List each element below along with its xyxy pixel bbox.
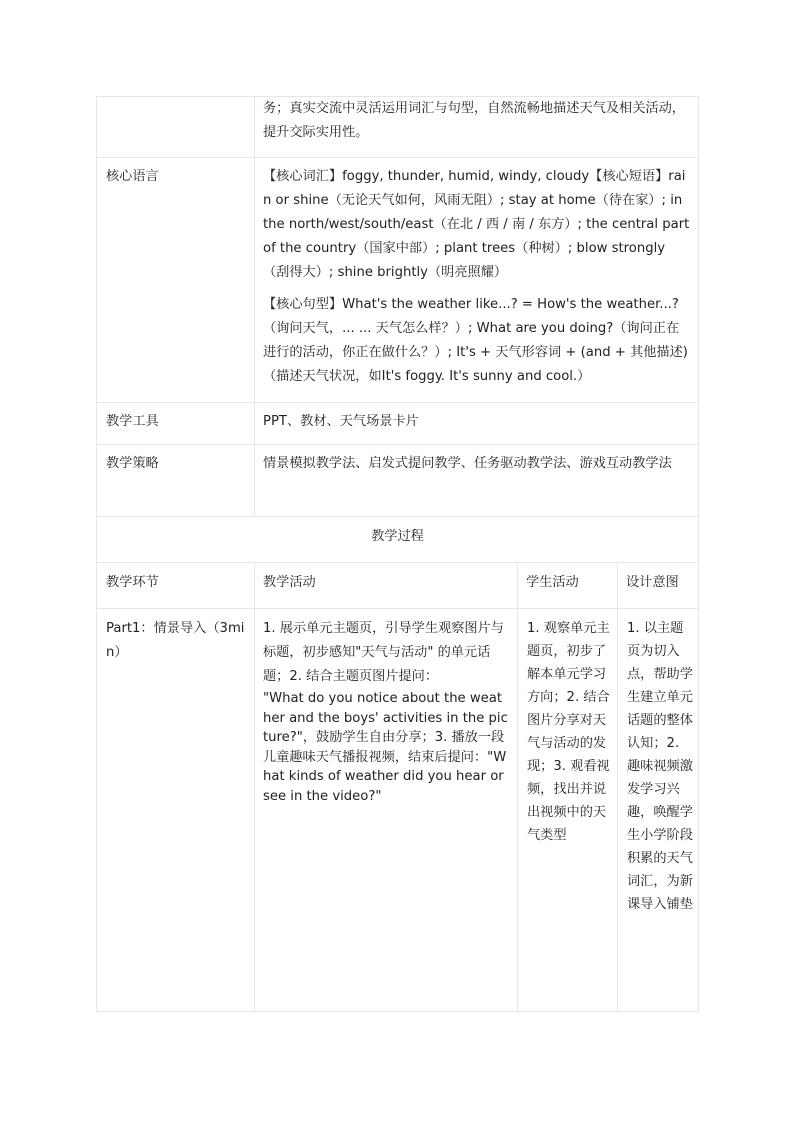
design-intent-cell: 1. 以主题页为切入点，帮助学生建立单元话题的整体认知；2. 趣味视频激发学习兴趣，唤醒学生小学阶段积累的天气词汇，为新课导入铺垫 (618, 609, 699, 1012)
teaching-tools-label: 教学工具 (97, 403, 255, 445)
process-title: 教学过程 (97, 517, 699, 563)
core-vocab-phrases-text: 【核心词汇】foggy, thunder, humid, windy, cloudy【核心短语】rain or shine（无论天气如何，风雨无阻）; stay at home（待在家）; in the north/west/south/east（在北 / 西 / 南 / 东方）; the central part of the country（国家中部）; plant trees（种树）; blow strongly（刮得大）; shine brightly（明亮照耀） (263, 169, 690, 280)
header-student: 学生活动 (518, 563, 618, 609)
process-header-row (97, 563, 699, 609)
student-activity-cell: 1. 观察单元主题页，初步了解本单元学习方向；2. 结合图片分享对天气与活动的发现；3. 观看视频，找出并说出视频中的天气类型 (518, 609, 618, 1012)
empty-label-cell (97, 97, 255, 158)
core-language-row (97, 158, 699, 403)
header-stage: 教学环节 (97, 563, 255, 609)
header-activity: 教学活动 (255, 563, 518, 609)
process-title-row (97, 517, 699, 563)
teaching-strategies-label: 教学策略 (97, 445, 255, 517)
activity-text-b: "What do you notice about the weather and the boys' activities in the picture?"，鼓励学生自由分享；3. 播放一段儿童趣味天气播报视频，结束后提问："What kinds of weather did you hear or see in the video?" (263, 691, 508, 804)
core-language-label: 核心语言 (97, 158, 255, 403)
objective-continued-cell (255, 97, 699, 158)
activity-cell (255, 609, 518, 1012)
process-row-part1 (97, 609, 699, 1012)
objective-continued-text: 务；真实交流中灵活运用词汇与句型，自然流畅地描述天气及相关活动，提升交际实用性。 (263, 101, 685, 140)
teaching-tools-row (97, 403, 699, 445)
lesson-plan-table (96, 96, 699, 1012)
teaching-tools-value: PPT、教材、天气场景卡片 (255, 403, 699, 445)
objective-continued-row (97, 97, 699, 158)
header-intent: 设计意图 (618, 563, 699, 609)
core-language-cell (255, 158, 699, 403)
teaching-strategies-row (97, 445, 699, 517)
stage-cell: Part1：情景导入（3min） (97, 609, 255, 1012)
teaching-strategies-value: 情景模拟教学法、启发式提问教学、任务驱动教学法、游戏互动教学法 (255, 445, 699, 517)
core-sentences-text: 【核心句型】What's the weather like...? = How's the weather...?（询问天气，... ... 天气怎么样？）; What are you doing?（询问正在进行的活动，你正在做什么？）; It's + 天气形容词 + (and + 其他描述)（描述天气状况，如It's foggy. It's sunny and cool.） (263, 297, 688, 384)
activity-text-a: 1. 展示单元主题页，引导学生观察图片与标题，初步感知"天气与活动" 的单元话题；2. 结合主题页图片提问： (263, 621, 504, 684)
